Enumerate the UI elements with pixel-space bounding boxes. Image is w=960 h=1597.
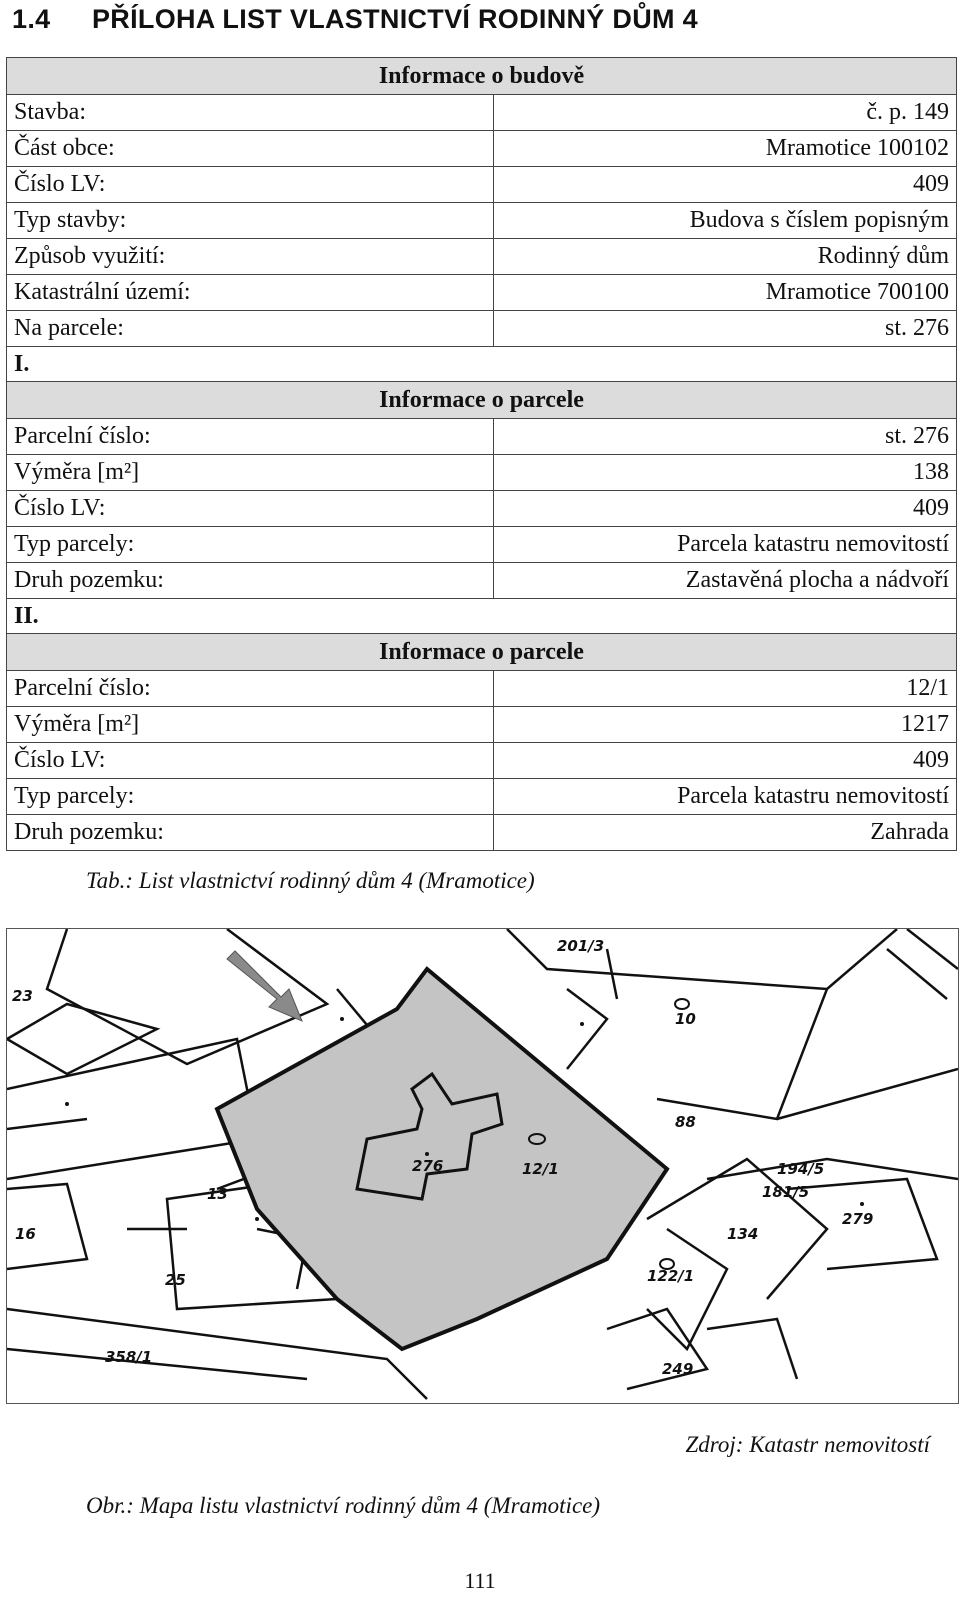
parcel-label: 88 <box>675 1113 696 1131</box>
table-row <box>7 203 957 239</box>
row-label: Způsob využití: <box>7 239 494 275</box>
parcel-1-roman-row <box>7 347 957 382</box>
cadastral-map <box>6 928 959 1404</box>
figure-caption: Obr.: Mapa listu vlastnictví rodinný dům 4 (Mramotice) <box>86 1493 601 1518</box>
parcel-1-header: Informace o parcele <box>7 382 957 419</box>
parcel-1-roman: I. <box>7 347 957 382</box>
row-value: Rodinný dům <box>494 239 957 275</box>
row-label: Typ stavby: <box>7 203 494 239</box>
row-value: 12/1 <box>494 671 957 707</box>
row-value: Budova s číslem popisným <box>494 203 957 239</box>
row-value: Parcela katastru nemovitostí <box>494 527 957 563</box>
parcel-label: 13 <box>207 1185 228 1203</box>
table-row <box>7 527 957 563</box>
row-label: Číslo LV: <box>7 491 494 527</box>
parcel-label: 194/5 <box>777 1160 825 1178</box>
table-row <box>7 95 957 131</box>
row-value: Mramotice 100102 <box>494 131 957 167</box>
parcel-label: 10 <box>675 1010 696 1028</box>
parcel-label: 25 <box>165 1271 186 1289</box>
parcel-2-roman: II. <box>7 599 957 634</box>
map-source: Zdroj: Katastr nemovitostí <box>685 1432 930 1457</box>
table-caption: Tab.: List vlastnictví rodinný dům 4 (Mramotice) <box>86 868 535 893</box>
section-title: PŘÍLOHA LIST VLASTNICTVÍ RODINNÝ DŮM 4 <box>92 4 698 34</box>
parcel-label: 279 <box>842 1210 874 1228</box>
parcel-label: 23 <box>12 987 33 1005</box>
table-row <box>7 491 957 527</box>
row-label: Druh pozemku: <box>7 563 494 599</box>
table-row <box>7 167 957 203</box>
parcel-1-header-row <box>7 382 957 419</box>
row-label: Číslo LV: <box>7 743 494 779</box>
table-row <box>7 239 957 275</box>
row-value: st. 276 <box>494 419 957 455</box>
parcel-2-header: Informace o parcele <box>7 634 957 671</box>
parcel-label: 12/1 <box>522 1160 559 1178</box>
row-label: Na parcele: <box>7 311 494 347</box>
row-label: Číslo LV: <box>7 167 494 203</box>
row-value: č. p. 149 <box>494 95 957 131</box>
parcel-label: 181/5 <box>762 1183 810 1201</box>
row-label: Typ parcely: <box>7 779 494 815</box>
row-label: Výměra [m²] <box>7 455 494 491</box>
page-number: 111 <box>464 1568 496 1593</box>
table-row <box>7 131 957 167</box>
row-label: Druh pozemku: <box>7 815 494 851</box>
table-row <box>7 419 957 455</box>
row-value: Mramotice 700100 <box>494 275 957 311</box>
parcel-label: 358/1 <box>105 1348 153 1366</box>
parcel-label: 276 <box>412 1157 444 1175</box>
table-row <box>7 671 957 707</box>
row-label: Parcelní číslo: <box>7 419 494 455</box>
parcel-2-header-row <box>7 634 957 671</box>
building-info-header-row <box>7 58 957 95</box>
table-row <box>7 311 957 347</box>
row-label: Katastrální území: <box>7 275 494 311</box>
table-row <box>7 707 957 743</box>
table-row <box>7 779 957 815</box>
row-label: Parcelní číslo: <box>7 671 494 707</box>
table-row <box>7 563 957 599</box>
row-label: Část obce: <box>7 131 494 167</box>
building-info-header: Informace o budově <box>7 58 957 95</box>
row-value: 409 <box>494 743 957 779</box>
row-value: Parcela katastru nemovitostí <box>494 779 957 815</box>
row-value: 138 <box>494 455 957 491</box>
row-value: 409 <box>494 167 957 203</box>
row-value: st. 276 <box>494 311 957 347</box>
parcel-label: 249 <box>662 1360 694 1378</box>
table-row <box>7 455 957 491</box>
parcel-label: 201/3 <box>557 937 605 955</box>
section-heading <box>12 4 698 35</box>
parcel-label: 134 <box>727 1225 759 1243</box>
section-number: 1.4 <box>12 4 51 34</box>
row-value: Zastavěná plocha a nádvoří <box>494 563 957 599</box>
parcel-2-roman-row <box>7 599 957 634</box>
row-value: 1217 <box>494 707 957 743</box>
parcel-label: 16 <box>15 1225 36 1243</box>
row-label: Typ parcely: <box>7 527 494 563</box>
row-value: Zahrada <box>494 815 957 851</box>
parcel-label: 122/1 <box>647 1267 695 1285</box>
row-value: 409 <box>494 491 957 527</box>
ownership-sheet-table <box>6 57 957 851</box>
cadastral-map-drawing <box>7 929 958 1403</box>
table-row <box>7 743 957 779</box>
row-label: Výměra [m²] <box>7 707 494 743</box>
table-row <box>7 815 957 851</box>
table-row <box>7 275 957 311</box>
row-label: Stavba: <box>7 95 494 131</box>
